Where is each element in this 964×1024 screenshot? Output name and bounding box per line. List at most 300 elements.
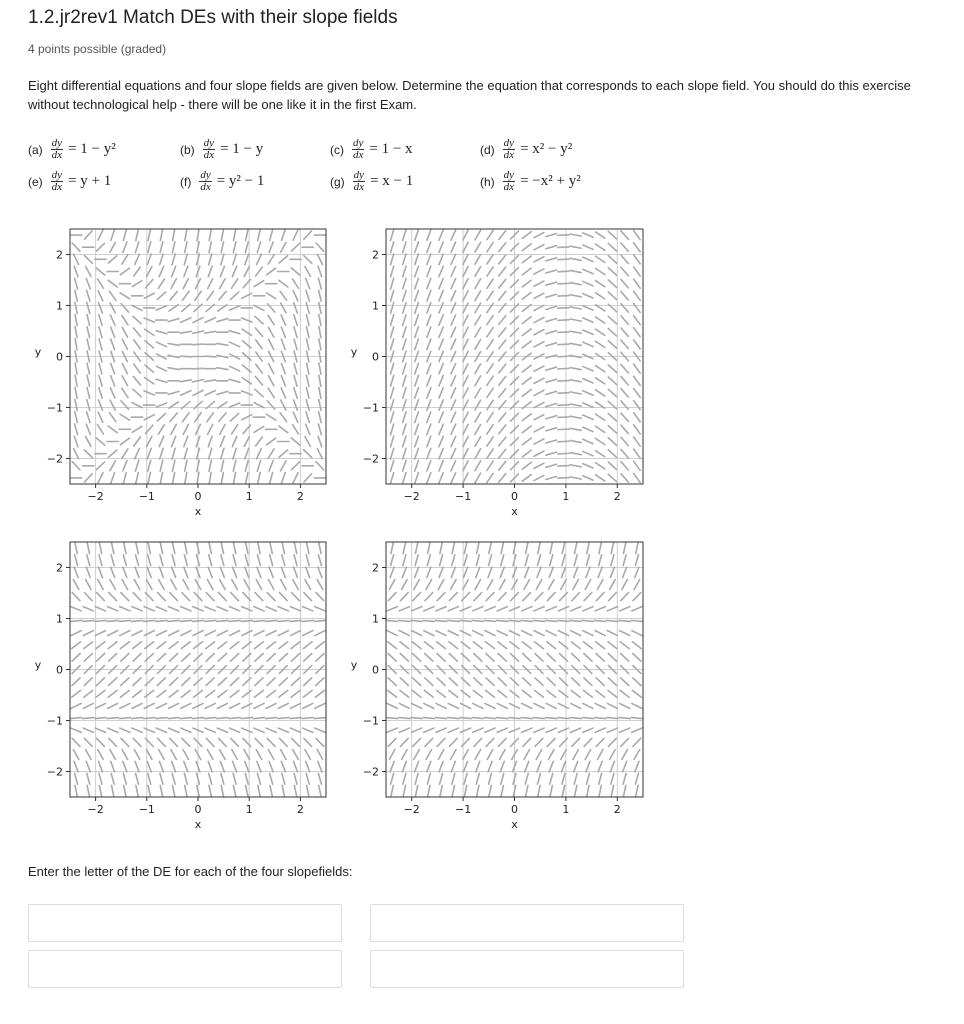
slope-segment xyxy=(499,340,506,349)
answer-input-3[interactable] xyxy=(28,950,342,988)
slope-segment xyxy=(280,291,287,300)
slope-segment xyxy=(534,342,544,347)
slope-segment xyxy=(537,773,540,784)
slope-segment xyxy=(144,293,154,298)
slope-segment xyxy=(294,315,297,326)
slope-segment xyxy=(634,388,641,397)
slope-segment xyxy=(87,363,89,374)
slope-segment xyxy=(558,332,569,333)
slope-segment xyxy=(439,400,443,410)
slope-segment xyxy=(463,580,468,590)
slope-segment xyxy=(303,728,313,732)
y-tick-label: −1 xyxy=(46,401,63,415)
slope-segment xyxy=(475,388,481,398)
slope-segment xyxy=(258,230,261,241)
slope-segment xyxy=(304,450,312,458)
slope-segment xyxy=(305,580,310,590)
slope-segment xyxy=(107,728,117,732)
slope-segment xyxy=(317,449,322,459)
slope-segment xyxy=(121,593,129,601)
slope-segment xyxy=(435,718,446,719)
slope-segment xyxy=(621,678,629,686)
slope-segment xyxy=(570,319,581,321)
slope-segment xyxy=(109,678,117,686)
slope-segment xyxy=(234,472,236,483)
slope-segment xyxy=(439,363,443,373)
slope-segment xyxy=(413,593,421,601)
slope-segment xyxy=(307,543,309,554)
slope-segment xyxy=(463,388,468,398)
slope-segment xyxy=(84,690,93,697)
slope-segment xyxy=(99,543,101,554)
slope-segment xyxy=(550,543,552,554)
slope-segment xyxy=(192,368,203,369)
slope-segment xyxy=(558,478,569,479)
slope-segment xyxy=(99,339,102,350)
slope-segment xyxy=(451,376,456,386)
slope-segment xyxy=(122,339,127,349)
slope-segment xyxy=(305,437,310,447)
slope-segment xyxy=(619,607,629,611)
slope-segment xyxy=(451,761,455,771)
slope-segment xyxy=(269,242,273,252)
slope-segment xyxy=(411,607,421,611)
slope-segment xyxy=(475,473,481,483)
slope-segment xyxy=(145,642,154,649)
slope-segment xyxy=(526,785,528,796)
slope-segment xyxy=(621,377,628,385)
slope-segment xyxy=(123,230,126,241)
slope-segment xyxy=(522,426,531,433)
slope-segment xyxy=(387,620,398,621)
slope-segment xyxy=(132,426,142,432)
slope-segment xyxy=(97,279,103,288)
slope-segment xyxy=(389,750,394,760)
slope-segment xyxy=(399,631,409,636)
slope-segment xyxy=(558,368,569,369)
slope-segment xyxy=(75,315,77,326)
slope-segment xyxy=(489,555,492,566)
slope-segment xyxy=(608,450,616,458)
slope-segment xyxy=(634,231,641,240)
fraction-denominator: dx xyxy=(200,181,211,193)
slope-segment xyxy=(209,448,212,459)
slope-segment xyxy=(291,268,300,275)
slope-segment xyxy=(636,785,638,796)
answer-input-4[interactable] xyxy=(370,950,684,988)
fraction-numerator: dy xyxy=(353,137,364,149)
slope-segment xyxy=(427,461,431,471)
slope-segment xyxy=(473,690,482,697)
slope-segment xyxy=(583,415,593,419)
slope-segment xyxy=(387,607,397,611)
slope-segment xyxy=(133,316,141,324)
slope-segment xyxy=(319,375,321,386)
slope-segment xyxy=(583,269,593,273)
slope-segment xyxy=(120,690,129,697)
slope-segment xyxy=(290,620,301,621)
slope-segment xyxy=(558,320,569,321)
slope-segment xyxy=(267,642,276,649)
slope-segment xyxy=(156,728,166,732)
slope-segment xyxy=(463,437,468,447)
slope-segment xyxy=(146,580,151,590)
slope-segment xyxy=(463,230,468,240)
slope-segment xyxy=(596,281,605,287)
slope-segment xyxy=(314,620,325,621)
slope-segment xyxy=(206,593,214,601)
slope-segment xyxy=(499,243,506,252)
slope-segment xyxy=(122,449,128,458)
slope-segment xyxy=(135,567,139,577)
slope-segment xyxy=(546,440,557,443)
slope-segment xyxy=(96,268,105,275)
slope-segment xyxy=(388,654,396,662)
slope-segment xyxy=(608,642,617,649)
slope-segment xyxy=(582,718,593,719)
slope-segment xyxy=(522,377,531,384)
slope-segment xyxy=(439,436,443,446)
slope-segment xyxy=(533,620,544,621)
slope-segment xyxy=(451,315,456,325)
slope-segment xyxy=(634,243,641,252)
slope-segment xyxy=(242,341,251,348)
slope-segment xyxy=(583,257,593,261)
slope-segment xyxy=(415,412,419,423)
slope-field-plot-1 xyxy=(35,229,326,518)
slope-segment xyxy=(156,306,166,310)
slope-segment xyxy=(257,254,262,264)
slope-segment xyxy=(207,291,214,300)
slope-segment xyxy=(559,642,568,649)
slope-segment xyxy=(279,450,288,457)
slope-segment xyxy=(537,555,540,566)
slope-segment xyxy=(499,389,506,398)
slope-segment xyxy=(172,543,174,554)
slope-segment xyxy=(583,233,593,237)
slope-segment xyxy=(254,305,264,310)
slope-segment xyxy=(145,378,154,384)
slope-segment xyxy=(475,376,481,386)
slope-segment xyxy=(147,567,151,577)
slope-segment xyxy=(109,654,117,662)
slope-field-plot-4 xyxy=(351,542,643,831)
slope-segment xyxy=(526,543,528,554)
slope-segment xyxy=(245,460,248,471)
slope-segment xyxy=(403,327,406,338)
slope-segment xyxy=(574,773,577,784)
equation-label: (e) xyxy=(28,174,43,189)
slope-segment xyxy=(596,438,605,444)
slope-segment xyxy=(634,267,641,276)
slope-segment xyxy=(451,461,456,471)
equation-rhs: = y² − 1 xyxy=(216,173,265,189)
slope-segment xyxy=(583,342,593,346)
y-tick-label: 2 xyxy=(372,248,379,262)
slope-segment xyxy=(599,555,602,566)
slope-segment xyxy=(205,620,216,621)
slope-segment xyxy=(99,303,103,314)
slope-segment xyxy=(87,327,90,338)
slope-segment xyxy=(96,678,104,686)
slope-segment xyxy=(562,543,564,554)
slope-segment xyxy=(561,750,566,760)
slope-segment xyxy=(427,230,431,240)
slope-segment xyxy=(306,773,309,784)
slope-segment xyxy=(109,291,116,300)
slope-segment xyxy=(220,580,225,590)
slope-segment xyxy=(209,242,211,253)
slope-segment xyxy=(598,567,602,577)
slope-segment xyxy=(74,567,78,577)
answer-input-1[interactable] xyxy=(28,904,342,942)
slope-segment xyxy=(634,437,641,446)
slope-segment xyxy=(278,607,288,611)
slope-segment xyxy=(574,761,578,771)
slope-segment xyxy=(95,703,105,708)
slope-segment xyxy=(217,718,228,719)
slope-segment xyxy=(583,728,593,732)
slope-segment xyxy=(123,473,126,484)
slope-segment xyxy=(562,555,565,566)
slope-segment xyxy=(610,750,615,760)
slope-segment xyxy=(534,703,544,708)
slope-segment xyxy=(498,642,507,649)
slope-segment xyxy=(254,703,264,708)
slope-segment xyxy=(254,403,264,408)
slope-segment xyxy=(584,738,592,746)
slope-segment xyxy=(319,302,321,313)
slope-segment xyxy=(570,283,581,285)
x-tick-label: 0 xyxy=(194,803,202,816)
slope-segment xyxy=(621,413,628,421)
slope-segment xyxy=(415,339,419,350)
slope-segment xyxy=(440,773,443,784)
slope-segment xyxy=(583,366,593,370)
y-tick-label: −2 xyxy=(46,452,63,466)
slope-segment xyxy=(72,738,80,746)
slope-segment xyxy=(388,593,396,601)
slope-segment xyxy=(415,315,419,326)
slope-segment xyxy=(232,436,237,446)
slope-segment xyxy=(74,449,79,459)
slope-segment xyxy=(484,718,495,719)
slope-segment xyxy=(550,773,553,784)
slope-segment xyxy=(497,718,508,719)
slope-segment xyxy=(536,750,541,760)
slope-segment xyxy=(558,429,569,430)
slope-segment xyxy=(522,450,531,457)
slope-segment xyxy=(632,642,641,649)
slope-segment xyxy=(304,593,312,601)
slope-segment xyxy=(632,607,642,611)
slope-segment xyxy=(583,427,593,431)
slope-segment xyxy=(608,243,616,251)
slope-segment xyxy=(451,339,456,349)
slope-segment xyxy=(403,278,406,289)
slope-segment xyxy=(391,400,394,411)
slope-segment xyxy=(535,593,543,601)
slope-segment xyxy=(267,401,274,409)
slope-segment xyxy=(583,439,593,443)
slope-segment xyxy=(144,631,154,636)
slope-segment xyxy=(171,424,176,434)
slope-segment xyxy=(533,718,544,719)
slope-segment xyxy=(570,295,581,297)
slope-segment xyxy=(209,230,211,241)
y-tick-label: −1 xyxy=(362,401,379,415)
slope-segment xyxy=(87,543,89,554)
slope-segment xyxy=(427,761,431,771)
slope-segment xyxy=(427,424,431,434)
slope-segment xyxy=(86,437,91,447)
slope-segment xyxy=(522,268,531,275)
slope-segment xyxy=(257,555,260,566)
slope-segment xyxy=(304,678,312,686)
slope-segment xyxy=(267,690,276,697)
slope-segment xyxy=(133,678,141,686)
slope-segment xyxy=(110,461,115,471)
slope-segment xyxy=(608,231,616,239)
slope-segment xyxy=(209,773,212,784)
slope-segment xyxy=(208,567,212,577)
slope-segment xyxy=(205,631,215,636)
slope-segment xyxy=(599,773,602,784)
slope-segment xyxy=(608,678,616,686)
slope-segment xyxy=(172,266,176,276)
slope-segment xyxy=(620,642,629,649)
slope-segment xyxy=(232,266,237,276)
slope-segment xyxy=(242,415,252,420)
slope-segment xyxy=(160,230,162,241)
slope-segment xyxy=(607,718,618,719)
slope-segment xyxy=(110,388,115,398)
slope-segment xyxy=(290,631,300,636)
y-tick-label: 0 xyxy=(372,663,379,677)
slope-segment xyxy=(534,402,544,407)
slope-segment xyxy=(499,413,506,422)
slope-segment xyxy=(500,761,504,771)
slope-segment xyxy=(599,785,601,796)
slope-segment xyxy=(98,580,103,590)
slope-segment xyxy=(306,400,309,411)
slope-segment xyxy=(255,389,263,397)
slope-segment xyxy=(427,291,431,301)
slope-segment xyxy=(257,242,260,253)
slope-segment xyxy=(123,555,126,566)
slope-segment xyxy=(403,424,406,435)
slope-segment xyxy=(232,279,238,288)
x-tick-label: −1 xyxy=(454,803,472,816)
slope-segment xyxy=(278,631,288,636)
slope-segment xyxy=(534,269,544,274)
slope-segment xyxy=(452,773,455,784)
slope-segment xyxy=(268,376,273,386)
slope-segment xyxy=(391,266,394,277)
slope-segment xyxy=(169,631,179,636)
slope-segment xyxy=(425,678,433,686)
slope-segment xyxy=(607,607,617,611)
slope-segment xyxy=(621,364,628,372)
slope-segment xyxy=(499,291,506,300)
slope-segment xyxy=(473,631,483,636)
slope-segment xyxy=(499,425,506,434)
slope-segment xyxy=(448,631,458,636)
slope-segment xyxy=(281,242,286,252)
slope-segment xyxy=(415,424,419,435)
slope-segment xyxy=(427,278,431,288)
slope-segment xyxy=(168,319,179,322)
slope-segment xyxy=(83,607,93,611)
slope-segment xyxy=(464,555,467,566)
slope-segment xyxy=(74,266,78,277)
slope-segment xyxy=(621,304,628,312)
slope-segment xyxy=(621,231,628,239)
slope-segment xyxy=(633,654,641,662)
answer-input-2[interactable] xyxy=(370,904,684,942)
slope-segment xyxy=(255,376,262,385)
slope-segment xyxy=(159,266,164,276)
slope-segment xyxy=(135,761,139,771)
slope-segment xyxy=(391,278,394,289)
equation-rhs: = 1 − x xyxy=(369,141,413,157)
slope-segment xyxy=(268,255,274,264)
slope-segment xyxy=(400,678,408,686)
slope-segment xyxy=(159,580,164,590)
slope-segment xyxy=(610,580,615,590)
slope-segment xyxy=(133,690,142,697)
slope-segment xyxy=(278,728,288,732)
slope-segment xyxy=(525,761,529,771)
slope-segment xyxy=(123,761,127,771)
slope-segment xyxy=(253,620,264,621)
slope-segment xyxy=(622,750,627,760)
slope-segment xyxy=(485,631,495,636)
slope-segment xyxy=(270,543,272,554)
slope-segment xyxy=(474,654,482,662)
slope-segment xyxy=(391,773,394,784)
slope-segment xyxy=(157,642,166,649)
slope-segment xyxy=(205,391,215,396)
x-tick-label: 1 xyxy=(562,490,570,503)
slope-segment xyxy=(400,642,409,649)
slope-segment xyxy=(157,292,165,300)
slope-segment xyxy=(121,738,129,746)
slope-segment xyxy=(415,242,419,253)
slope-segment xyxy=(291,642,300,649)
slope-segment xyxy=(168,343,179,345)
slope-segment xyxy=(307,363,309,374)
slope-segment xyxy=(99,555,102,566)
slope-segment xyxy=(440,555,443,566)
slope-segment xyxy=(270,773,273,784)
slope-segment xyxy=(388,690,397,697)
slope-segment xyxy=(570,258,581,260)
slope-segment xyxy=(180,380,191,382)
slope-segment xyxy=(572,654,580,662)
slope-segment xyxy=(317,750,322,760)
slope-segment xyxy=(75,387,77,398)
slope-segment xyxy=(608,474,616,482)
fraction-numerator: dy xyxy=(203,137,215,149)
slope-segment xyxy=(209,254,212,265)
slope-segment xyxy=(306,424,310,434)
slope-segment xyxy=(318,761,322,771)
slope-segment xyxy=(535,654,543,662)
slope-segment xyxy=(546,620,557,621)
slope-segment xyxy=(122,364,127,374)
slope-segment xyxy=(387,703,397,708)
